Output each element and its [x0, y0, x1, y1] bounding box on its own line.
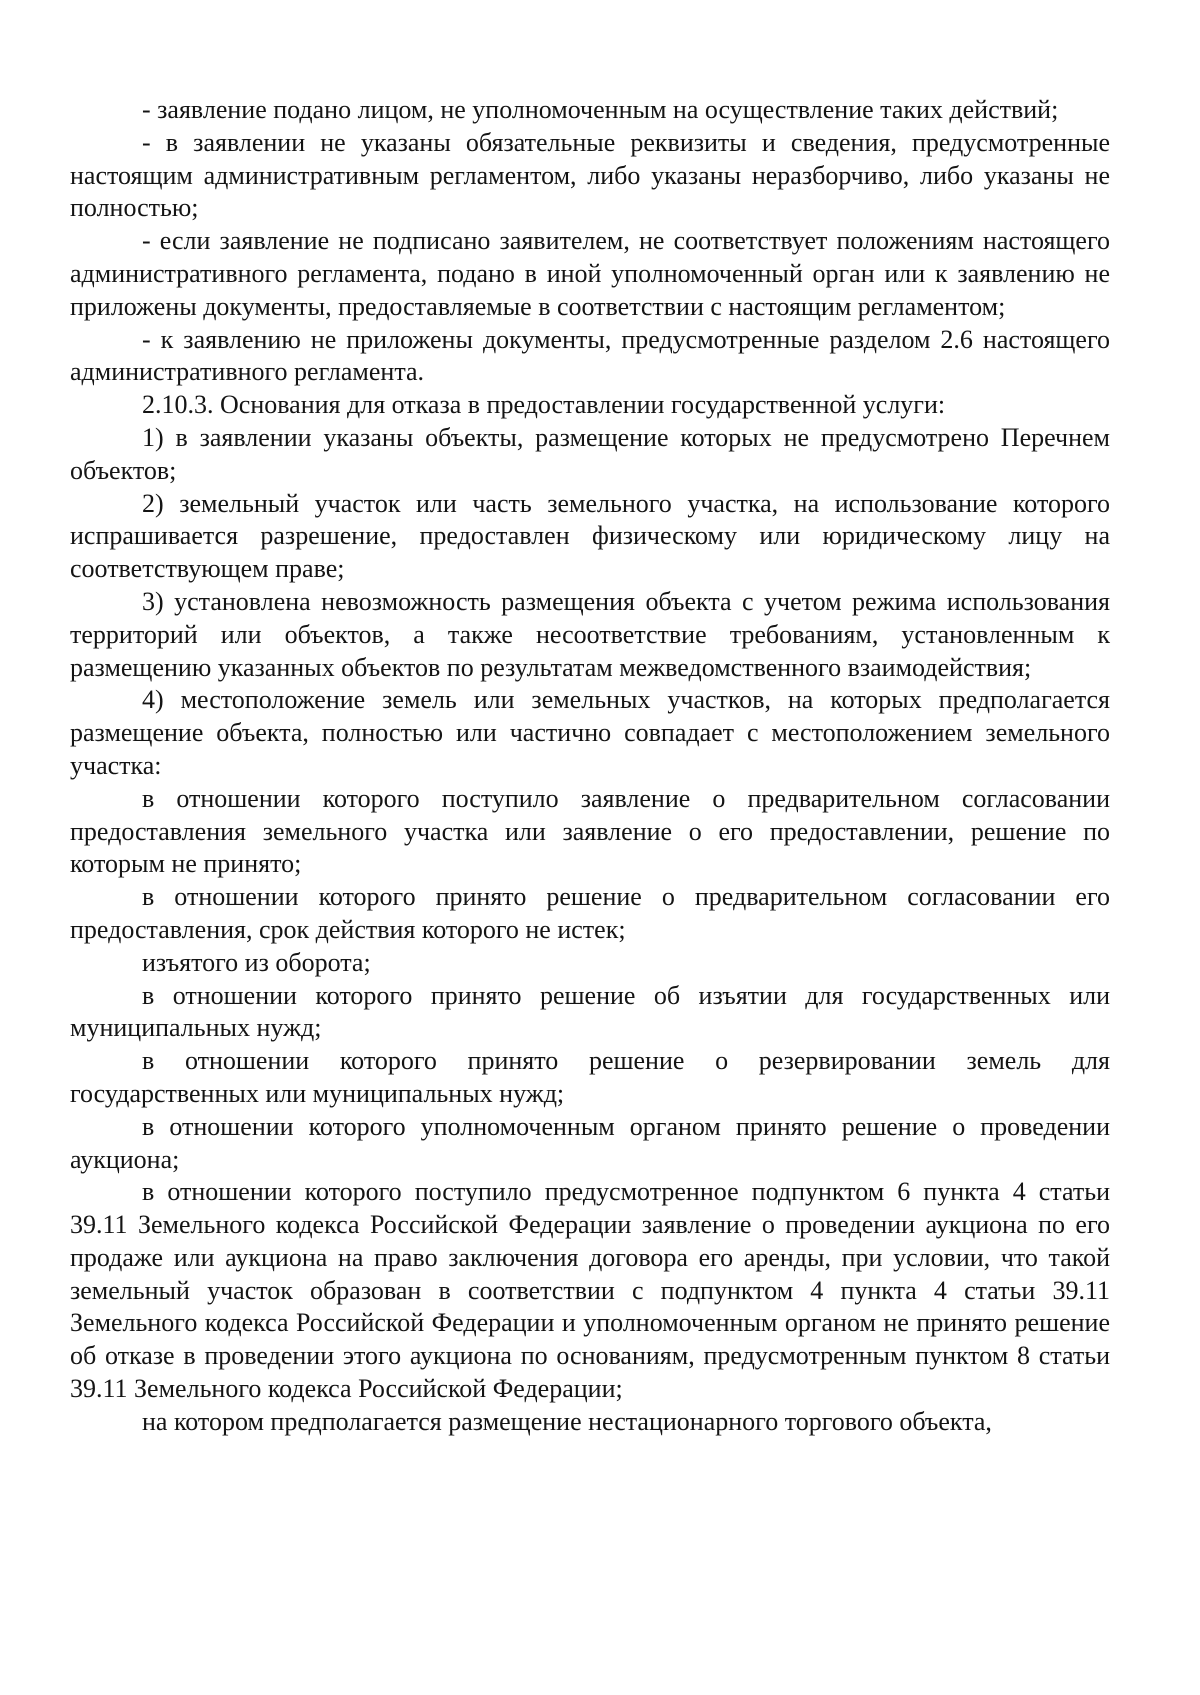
paragraph-4: - к заявлению не приложены документы, предусмотренные разделом 2.6 настоящего административного регламента.	[70, 324, 1110, 387]
paragraph-17: на котором предполагается размещение нестационарного торгового объекта,	[142, 1406, 992, 1436]
paragraph-13: в отношении которого принято решение об изъятии для государственных или муниципальных нужд;	[70, 980, 1110, 1043]
paragraph-11: в отношении которого принято решение о предварительном согласовании его предоставления, срок действия которого не истек;	[70, 882, 1110, 944]
paragraph-16: в отношении которого поступило предусмотренное подпунктом 6 пункта 4 статьи 39.11 Земельного кодекса Российской Федерации заявление о проведении аукциона по его продаже или аукциона на право заключения договора его аренды, при условии, что такой земельный участок образован в соответствии с подпунктом 4 пункта 4 статьи 39.11 Земельного кодекса Российской Федерации и уполномоченным органом не принято решение об отказе в проведении этого аукциона по основаниям, предусмотренным пунктом 8 статьи 39.11 Земельного кодекса Российской Федерации;	[70, 1177, 1110, 1404]
paragraph-6: 1) в заявлении указаны объекты, размещение которых не предусмотрено Перечнем объектов;	[70, 422, 1110, 485]
paragraph-1: - заявление подано лицом, не уполномоченным на осуществление таких действий;	[142, 95, 1059, 124]
document-page	[70, 94, 1110, 1439]
paragraph-5: 2.10.3. Основания для отказа в предоставлении государственной услуги:	[142, 390, 946, 420]
paragraph-15: в отношении которого уполномоченным органом принято решение о проведении аукциона;	[70, 1111, 1110, 1174]
paragraph-9: 4) местоположение земель или земельных участков, на которых предполагается размещение объекта, полностью или частично совпадает с местоположением земельного участка:	[70, 685, 1110, 780]
paragraph-7: 2) земельный участок или часть земельного участка, на использование которого испрашивается разрешение, предоставлен физическому или юридическому лицу на соответствующем праве;	[70, 488, 1110, 584]
paragraph-2: - в заявлении не указаны обязательные реквизиты и сведения, предусмотренные настоящим административным регламентом, либо указаны неразборчиво, либо указаны не полностью;	[70, 127, 1110, 223]
paragraph-8: 3) установлена невозможность размещения объекта с учетом режима использования территорий или объектов, а также несоответствие требованиям, установленным к размещению указанных объектов по результатам межведомственного взаимодействия;	[70, 586, 1110, 682]
paragraph-3: - если заявление не подписано заявителем, не соответствует положениям настоящего административного регламента, подано в иной уполномоченный орган или к заявлению не приложены документы, предоставляемые в соответствии с настоящим регламентом;	[70, 226, 1110, 321]
paragraph-10: в отношении которого поступило заявление о предварительном согласовании предоставления земельного участка или заявление о его предоставлении, решение по которым не принято;	[70, 783, 1110, 879]
paragraph-14: в отношении которого принято решение о резервировании земель для государственных или муниципальных нужд;	[70, 1046, 1110, 1108]
paragraph-12: изъятого из оборота;	[142, 947, 371, 977]
